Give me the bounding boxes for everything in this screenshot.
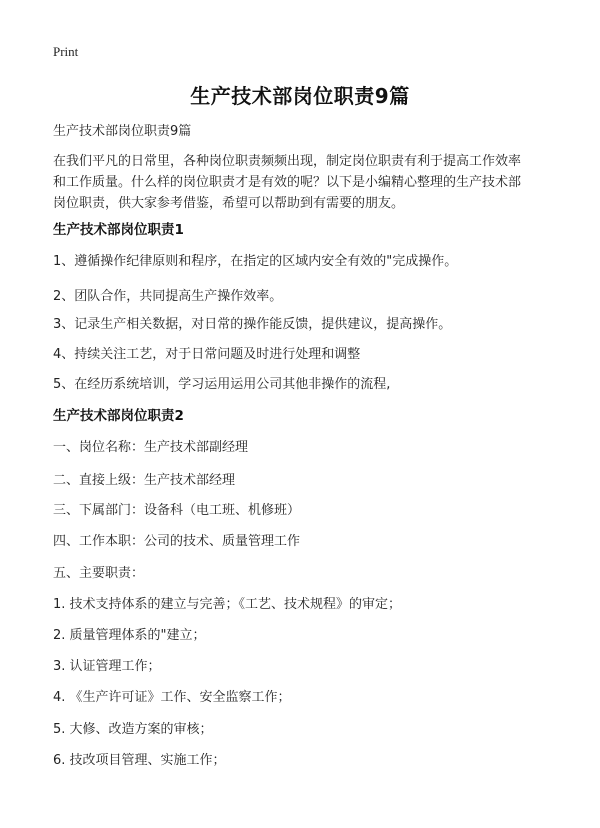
- section1-item: 2、团队合作，共同提高生产操作效率。: [53, 289, 283, 304]
- section2-item: 1. 技术支持体系的建立与完善；《工艺、技术规程》的审定；: [53, 597, 402, 612]
- section2-item: 2. 质量管理体系的"建立；: [53, 628, 206, 643]
- section1-item: 4、持续关注工艺，对于日常问题及时进行处理和调整: [53, 347, 361, 362]
- section2-item: 三、下属部门：设备科（电工班、机修班）: [53, 503, 301, 518]
- section1-item: 5、在经历系统培训，学习运用运用公司其他非操作的流程,: [53, 377, 391, 392]
- print-link[interactable]: Print: [53, 44, 79, 59]
- section2-item: 3. 认证管理工作；: [53, 659, 161, 674]
- section1-item: 3、记录生产相关数据，对日常的操作能反馈，提供建议，提高操作。: [53, 317, 452, 332]
- intro-line: 和工作质量。什么样的岗位职责才是有效的呢？以下是小编精心整理的生产技术部: [53, 175, 522, 190]
- section2-item: 一、岗位名称：生产技术部副经理: [53, 440, 249, 455]
- intro-paragraph: [53, 151, 553, 214]
- section2-item: 四、工作本职：公司的技术、质量管理工作: [53, 534, 301, 549]
- section-heading-2: 生产技术部岗位职责2: [53, 408, 184, 424]
- section2-item: 五、主要职责：: [53, 566, 145, 581]
- intro-line: 在我们平凡的日常里，各种岗位职责频频出现，制定岗位职责有利于提高工作效率: [53, 154, 522, 169]
- section2-item: 6. 技改项目管理、实施工作；: [53, 753, 226, 768]
- intro-line: 岗位职责，供大家参考借鉴，希望可以帮助到有需要的朋友。: [53, 196, 405, 211]
- section1-item: 1、遵循操作纪律原则和程序，在指定的区域内安全有效的"完成操作。: [53, 254, 458, 269]
- section2-item: 5. 大修、改造方案的审核；: [53, 722, 213, 737]
- section2-item: 4. 《生产许可证》工作、安全监察工作；: [53, 690, 291, 705]
- section-heading-1: 生产技术部岗位职责1: [53, 222, 184, 238]
- page-title: 生产技术部岗位职责9篇: [190, 84, 410, 108]
- section2-item: 二、直接上级：生产技术部经理: [53, 473, 236, 488]
- document-subtitle: 生产技术部岗位职责9篇: [53, 124, 192, 139]
